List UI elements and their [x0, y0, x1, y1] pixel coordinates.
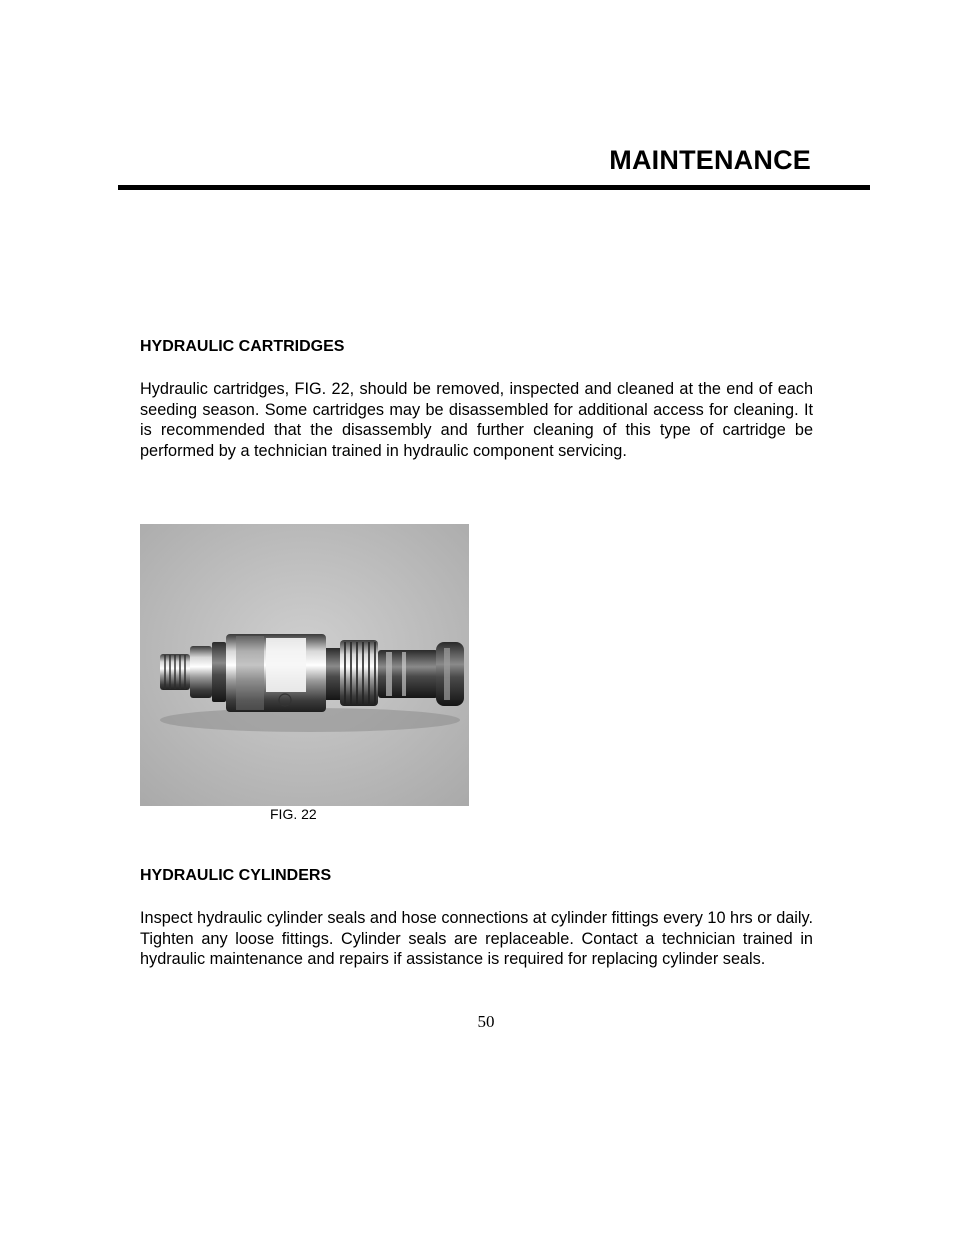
section-heading-hydraulic-cylinders: HYDRAULIC CYLINDERS [140, 867, 332, 884]
title-rule [118, 185, 870, 190]
hydraulic-cartridge-image [140, 524, 469, 806]
paragraph-hydraulic-cartridges: Hydraulic cartridges, FIG. 22, should be removed, inspected and cleaned at the end of each seeding season. Some cartridges may be disassembled for additional access for cleaning. It is recommended that the disassembly and further cleaning of this type of cartridge be performed by a technician trained in hydraulic component servicing. [140, 380, 813, 461]
hydraulic-cartridge-photo [140, 524, 469, 806]
section-heading-hydraulic-cartridges: HYDRAULIC CARTRIDGES [140, 338, 345, 355]
page-number: 50 [477, 1012, 495, 1031]
page-title: MAINTENANCE [609, 145, 811, 175]
paragraph-hydraulic-cylinders: Inspect hydraulic cylinder seals and hose connections at cylinder fittings every 10 hrs or daily. Tighten any loose fittings. Cylinder seals are replaceable. Contact a technician trained in hydraulic maintenance and repairs if assistance is required for replacing cylinder seals. [140, 909, 814, 969]
figure-caption: FIG. 22 [270, 806, 317, 822]
